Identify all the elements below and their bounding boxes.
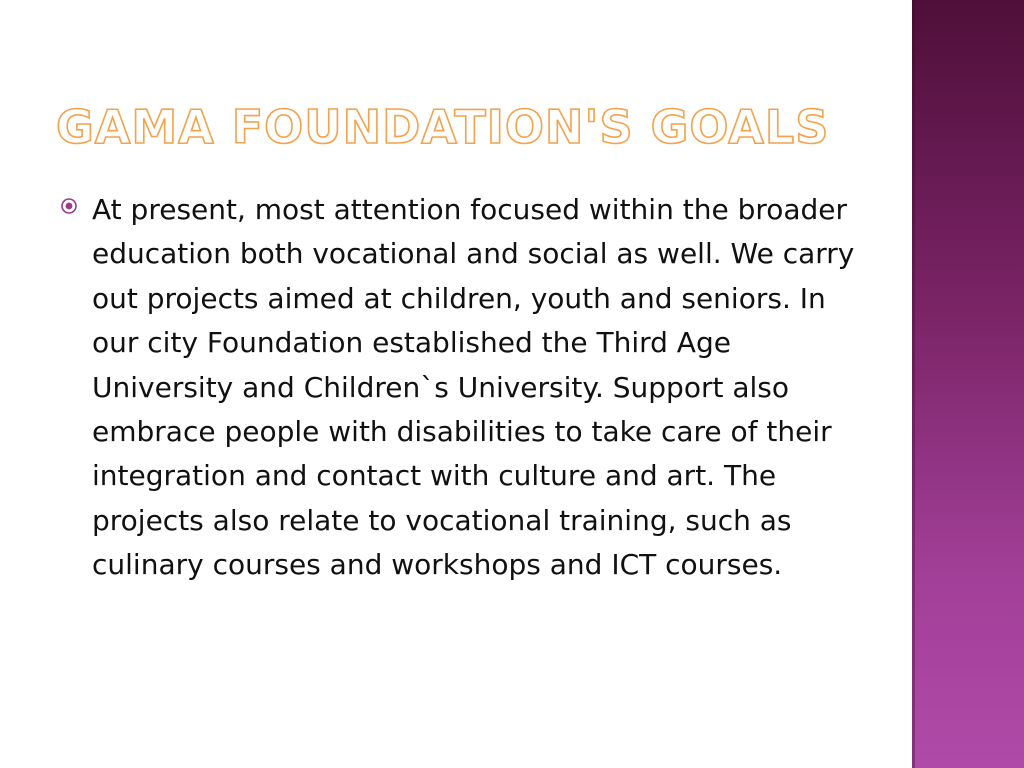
slide-title: GAMA FOUNDATION'S GOALS — [56, 100, 830, 154]
slide-content — [60, 188, 860, 588]
circled-dot-bullet-icon — [60, 197, 92, 220]
side-band-edge — [912, 0, 915, 768]
bullet-text: At present, most attention focused within the broader education both vocational and social as well. We carry out projects aimed at children, youth and seniors. In our city Foundation established the Third Age University and Children`s University. Support also embrace people with disabilities to take care of their integration and contact with culture and art. The projects also relate to vocational training, such as culinary courses and workshops and ICT courses. — [92, 193, 855, 582]
bullet-item — [60, 188, 860, 588]
side-decoration-band — [912, 0, 1024, 768]
